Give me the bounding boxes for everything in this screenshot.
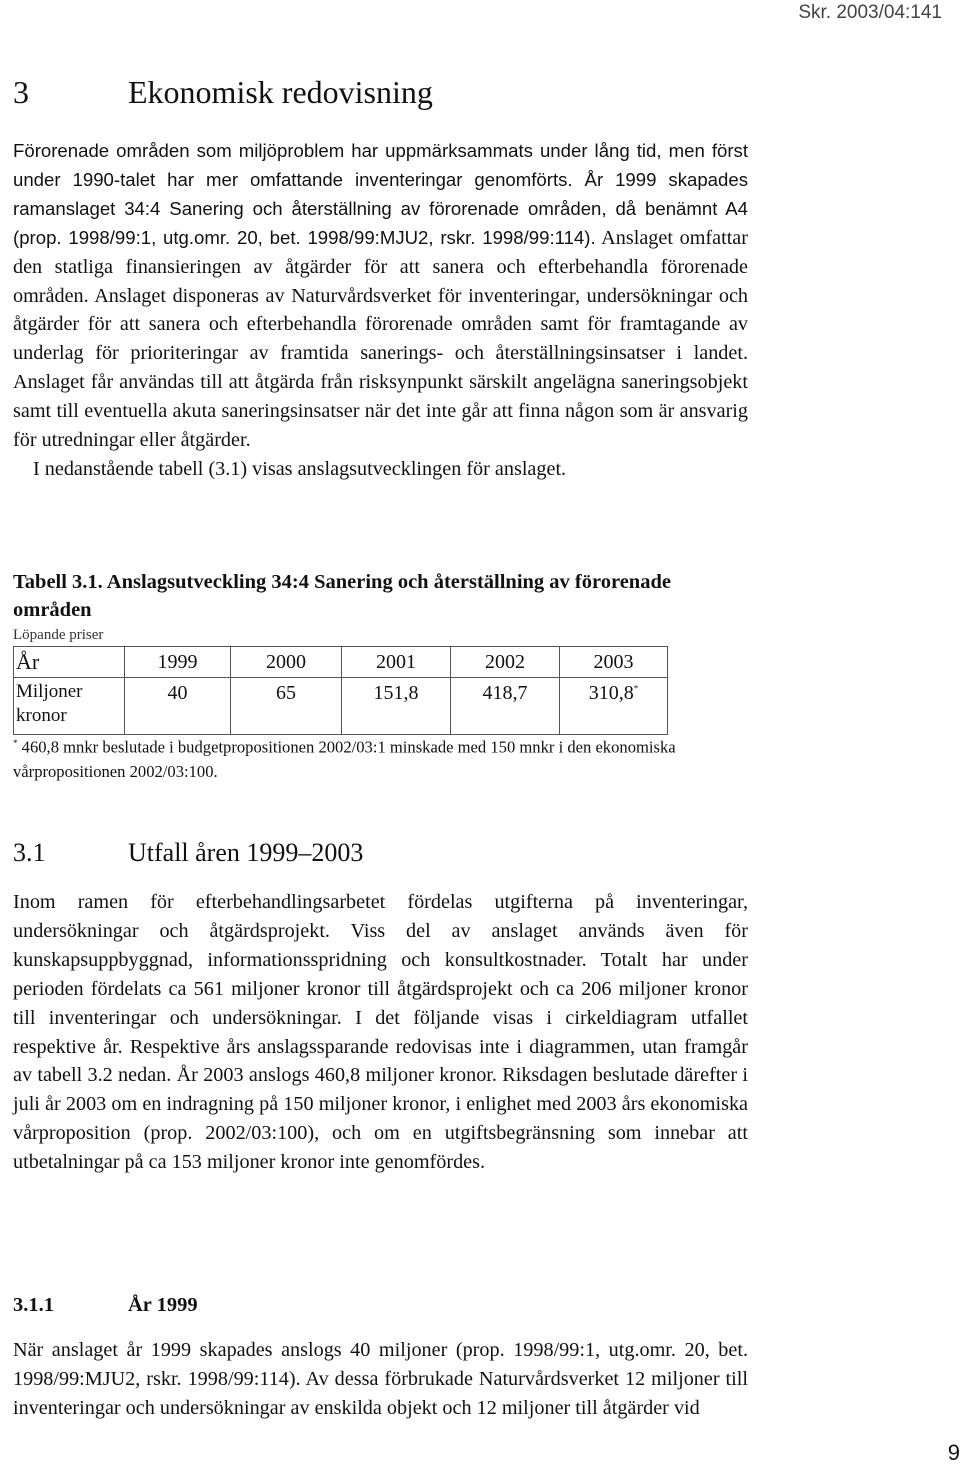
value-cell-text: 310,8 <box>588 682 634 704</box>
year-cell: 2003 <box>560 647 668 678</box>
table-caption: Tabell 3.1. Anslagsutveckling 34:4 Sanering och återställning av förorenade områden <box>13 571 671 621</box>
budget-table <box>13 646 668 735</box>
header-label: År <box>14 647 125 678</box>
value-cell-footnoted <box>560 678 668 735</box>
table-footnote <box>13 731 758 784</box>
value-cell: 40 <box>125 678 231 735</box>
subsection-title: År 1999 <box>128 1294 198 1316</box>
subsection-number: 3.1.1 <box>13 1294 54 1316</box>
price-note: Löpande priser <box>13 627 104 643</box>
year-cell: 2000 <box>231 647 342 678</box>
table-reference-text: I nedanstående tabell (3.1) visas anslagsutvecklingen för anslaget. <box>33 457 567 480</box>
intro-text-part2: Anslaget omfattar den statliga finansieringen av åtgärder för att sanera och efterbehandla förorenade områden. Anslaget disponeras av Naturvårdsverket för inventeringar, undersökningar och åtgärder för att sanera och efterbehandla förorenade områden samt för framtagande av underlag för prioriteringar av framtida sanerings- och återställningsinsatser i landet. Anslaget får användas till att åtgärda från risksynpunkt särskilt angelägna saneringsobjekt samt till eventuella akuta saneringsinsatser när det inte går att finna någon som är ansvarig för utredningar eller åtgärder. <box>13 226 748 452</box>
value-cell: 418,7 <box>451 678 560 735</box>
subsection-text: När anslaget år 1999 skapades anslogs 40 miljoner (prop. 1998/99:1, utg.omr. 20, bet. 1998/99:MJU2, rskr. 1998/99:114). Av dessa förbrukade Naturvårdsverket 12 miljoner till inventeringar och undersökningar av enskilda objekt och 12 miljoner till åtgärder vid <box>13 1339 748 1419</box>
intro-paragraph <box>13 137 748 484</box>
section-number: 3.1 <box>13 838 46 867</box>
year-cell: 2001 <box>342 647 451 678</box>
subsection-heading <box>13 1294 198 1317</box>
row-label: Miljoner kronor <box>14 678 125 735</box>
footnote-marker: * <box>13 738 18 748</box>
chapter-heading <box>13 74 433 111</box>
chapter-number: 3 <box>13 74 29 110</box>
page-number: 9 <box>947 1440 960 1465</box>
table-value-row <box>14 678 668 735</box>
year-cell: 1999 <box>125 647 231 678</box>
table-header-row <box>14 647 668 678</box>
year-cell: 2002 <box>451 647 560 678</box>
section-paragraph <box>13 888 748 1177</box>
subsection-paragraph <box>13 1336 748 1423</box>
section-text: Inom ramen för efterbehandlingsarbetet fördelas utgifterna på inventeringar, undersökningar och åtgärdsprojekt. Viss del av anslaget används även för kunskapsuppbyggnad, informationsspridning och konsultkostnader. Totalt har under perioden fördelats ca 561 miljoner kronor till åtgärdsprojekt och ca 206 miljoner kronor till inventeringar och undersökningar. I det följande visas i cirkeldiagram utfallet respektive år. Respektive års anslagssparande redovisas inte i diagrammen, utan framgår av tabell 3.2 nedan. År 2003 anslogs 460,8 miljoner kronor. Riksdagen beslutade därefter i juli år 2003 om en indragning på 150 miljoner kronor, i enlighet med 2003 års ekonomiska vårproposition (prop. 2002/03:100), och om en utgiftsbegränsning som innebar att utbetalningar på ca 153 miljoner kronor inte genomfördes. <box>13 891 748 1174</box>
intro-text-part1: Förorenade områden som miljöproblem har uppmärksammats under lång tid, men först under 1990-talet har mer omfattande inventeringar genomförts. År 1999 skapades ramanslaget 34:4 Sanering och återställning av förorenade områden, då benämnt A4 (prop. 1998/99:1, utg.omr. 20, bet. 1998/99:MJU2, rskr. 1998/99:114). <box>13 140 748 248</box>
document-reference: Skr. 2003/04:141 <box>798 2 942 23</box>
value-cell: 151,8 <box>342 678 451 735</box>
value-cell: 65 <box>231 678 342 735</box>
chapter-title: Ekonomisk redovisning <box>128 74 433 110</box>
intro-text <box>13 137 748 455</box>
section-title: Utfall åren 1999–2003 <box>128 838 364 867</box>
section-heading <box>13 838 363 868</box>
footnote-text: 460,8 mnkr beslutade i budgetpropositionen 2002/03:1 minskade med 150 mnkr i den ekonomiska vårpropositionen 2002/03:100. <box>13 737 676 781</box>
footnote-marker: * <box>633 683 639 694</box>
